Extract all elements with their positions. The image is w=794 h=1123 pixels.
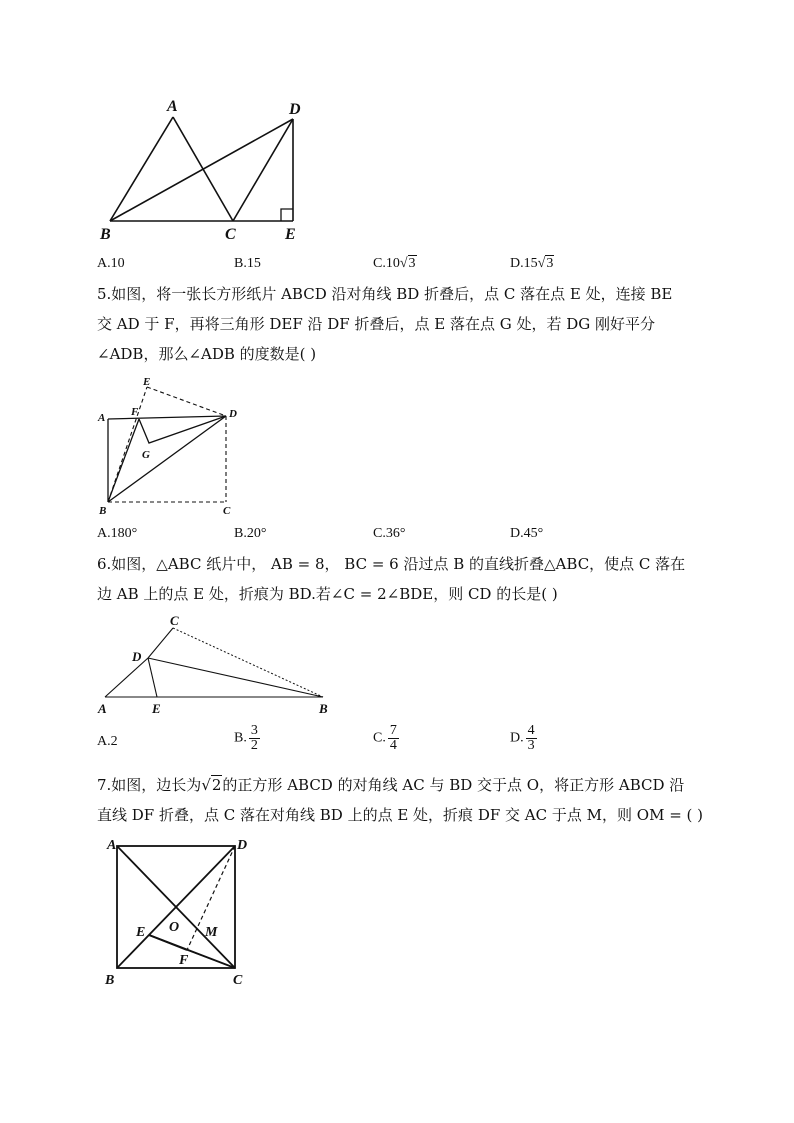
q5-option-d: D.45° [510, 526, 544, 541]
q6-line-2: 边 AB 上的点 E 处，折痕为 BD.若∠C = 2∠BDE，则 CD 的长是( ) [97, 585, 558, 603]
q7-label-F: F [179, 953, 189, 968]
q7-label-E: E [136, 925, 146, 940]
q6-option-d: D. $\frac{4}{3}$ [510, 723, 535, 753]
q6-option-b: B. $\frac{3}{2}$ [234, 723, 258, 753]
q5-label-C: C [223, 505, 231, 517]
q5-seg-BD [108, 416, 226, 502]
q6-figure [95, 609, 345, 721]
q5-seg-AD [108, 416, 226, 419]
q5-line-1: 5.如图，将一张长方形纸片 ABCD 沿对角线 BD 折叠后，点 C 落在点 E 处，连接 BE [97, 285, 673, 303]
q5-line-2: 交 AD 于 F，再将三角形 DEF 沿 DF 折叠后，点 E 落在点 G 处，若 DG 刚好平分 [97, 315, 656, 333]
q7-label-D: D [237, 838, 248, 853]
q4-seg-BD [110, 119, 293, 221]
q5-label-F: F [131, 406, 139, 418]
q6-seg-DE [148, 658, 157, 697]
q7-label-M: M [205, 925, 218, 940]
q4-seg-CD [233, 119, 293, 221]
q6-seg-AD [105, 658, 148, 697]
q6-label-C: C [170, 613, 179, 628]
q6-option-c: C. $\frac{7}{4}$ [373, 723, 397, 753]
q6-line-1: 6.如图，△ABC 纸片中， AB = 8， BC = 6 沿过点 B 的直线折叠△ABC，使点 C 落在 [97, 555, 686, 573]
q4-option-b: B.15 [234, 256, 261, 271]
q7-label-B: B [105, 973, 115, 988]
q4-figure [95, 92, 315, 247]
q4-option-c: C.10√3 [373, 256, 416, 271]
q4-label-D: D [289, 101, 301, 118]
q6-label-B: B [319, 701, 328, 716]
q5-label-D: D [229, 408, 237, 420]
q7-seg-FC [187, 950, 235, 968]
q7-line-2: 直线 DF 折叠，点 C 落在对角线 BD 上的点 E 处，折痕 DF 交 AC 于点 M，则 OM = ( ) [97, 806, 704, 824]
q7-label-O: O [169, 920, 180, 935]
q6-dotted-CB [173, 628, 323, 697]
q4-option-a: A.10 [97, 256, 125, 271]
q5-dashed-ED [147, 387, 226, 416]
q5-label-A: A [98, 412, 106, 424]
q7-line-1: 7.如图，边长为√2的正方形 ABCD 的对角线 AC 与 BD 交于点 O，将正方形 ABCD 沿 [97, 776, 685, 794]
q5-label-E: E [143, 376, 151, 388]
q4-label-A: A [167, 98, 178, 115]
q7-question [97, 770, 704, 830]
q4-label-C: C [225, 226, 236, 243]
q5-option-c: C.36° [373, 526, 406, 541]
q6-label-E: E [152, 701, 161, 716]
q5-label-B: B [99, 505, 107, 517]
q6-label-A: A [98, 701, 107, 716]
q7-figure [95, 832, 265, 992]
q5-seg-BF [108, 419, 139, 502]
q5-option-b: B.20° [234, 526, 267, 541]
q5-seg-FGD [139, 416, 226, 443]
q4-option-d: D.15√3 [510, 256, 554, 271]
q6-label-D: D [132, 649, 142, 664]
q5-figure [95, 375, 255, 520]
q6-seg-DB [148, 658, 323, 697]
q6-question [97, 549, 697, 609]
q5-line-3: ∠ADB，那么∠ADB 的度数是( ) [97, 345, 317, 363]
q7-label-A: A [107, 838, 117, 853]
q4-label-B: B [100, 226, 111, 243]
q5-label-G: G [142, 449, 150, 461]
q5-question [97, 279, 697, 369]
q6-seg-DC [148, 628, 173, 658]
q7-label-C: C [233, 973, 243, 988]
q4-seg-AB [110, 117, 173, 221]
q4-right-angle-mark [281, 209, 293, 221]
q6-option-a: A.2 [97, 734, 118, 749]
q5-option-a: A.180° [97, 526, 138, 541]
q4-label-E: E [285, 226, 296, 243]
